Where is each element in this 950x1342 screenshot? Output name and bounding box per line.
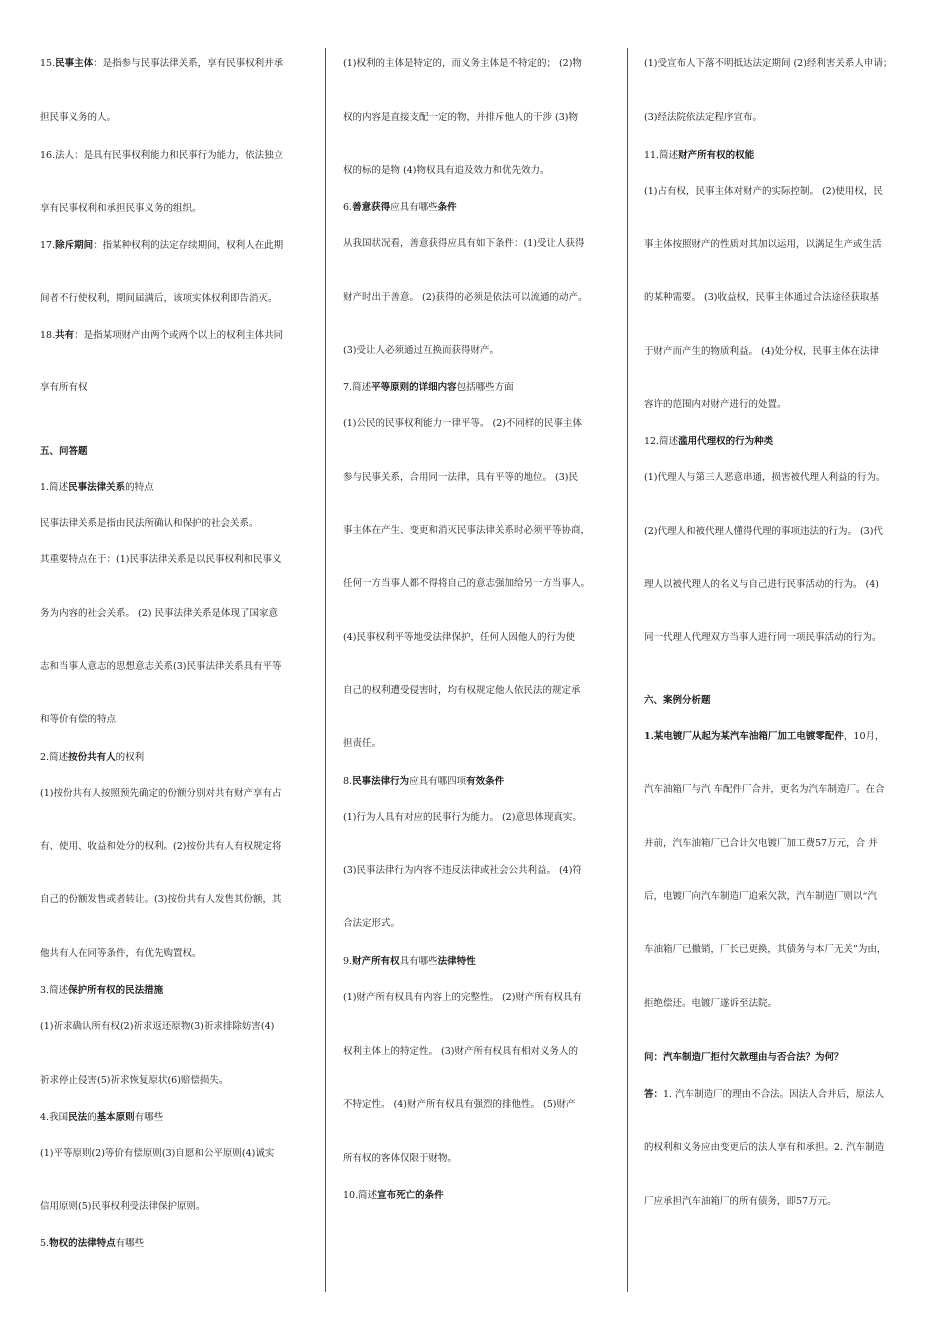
text-line xyxy=(40,1112,163,1124)
text-run: (3)经法院依法定程序宣布。 xyxy=(644,112,762,123)
text-line xyxy=(40,382,88,394)
text-line xyxy=(40,482,154,494)
text-line xyxy=(644,891,877,903)
text-line xyxy=(343,738,381,750)
text-run: 厂应承担汽车油箱厂的所有债务，即57万元。 xyxy=(644,1196,837,1207)
text-line xyxy=(644,579,879,591)
text-line xyxy=(343,418,582,430)
text-line xyxy=(40,203,202,215)
text-line xyxy=(644,998,777,1010)
column-divider xyxy=(627,48,628,1292)
bold-term: 民事主体 xyxy=(55,58,94,69)
text-line xyxy=(644,731,885,743)
text-line xyxy=(644,186,883,198)
text-run: 18. xyxy=(40,330,56,341)
text-run: ：是指某项财产由两个或两个以上的权利主体共同 xyxy=(74,330,284,341)
text-line xyxy=(644,399,787,411)
bold-term: 财产所有权的权能 xyxy=(678,150,755,161)
text-run: 的权利 xyxy=(115,752,145,763)
text-line xyxy=(40,518,259,530)
text-run: 理人以被代理人的名义与自己进行民事活动的行为。 (4) xyxy=(644,579,879,590)
text-run: 参与民事关系，合用同一法律，具有平等的地位。 (3)民 xyxy=(343,472,578,483)
text-line xyxy=(40,1148,274,1160)
text-run: 自己的权利遭受侵害时，均有权规定他人依民法的规定承 xyxy=(343,685,581,696)
text-line xyxy=(343,345,499,357)
text-line xyxy=(644,838,878,850)
text-run: 志和当事人意志的思想意志关系(3)民事法律关系具有平等 xyxy=(40,661,282,672)
text-run: 不特定性。 (4)财产所有权具有强烈的排他性。 (5)财产 xyxy=(343,1099,576,1110)
bold-term: 基本原则 xyxy=(96,1112,135,1123)
text-line xyxy=(343,992,582,1004)
text-run: 和等价有偿的特点 xyxy=(40,714,117,725)
text-line xyxy=(40,240,283,252)
text-line xyxy=(343,1099,575,1111)
text-run: 他共有人在同等条件，有优先购置权。 xyxy=(40,948,202,959)
text-run: 权的内容是直接支配一定的物，并排斥他人的干涉 (3)物 xyxy=(343,112,578,123)
bold-term: 按份共有人 xyxy=(68,752,116,763)
text-line xyxy=(40,752,144,764)
bold-term: 民事法律行为 xyxy=(352,776,410,787)
bold-term: 除斥期间 xyxy=(55,240,94,251)
text-line xyxy=(644,784,885,796)
bold-term: 答： xyxy=(644,1089,664,1100)
bold-term: 民事法律关系 xyxy=(68,482,126,493)
text-line xyxy=(343,292,587,304)
bold-term: 滥用代理权的行为种类 xyxy=(678,436,774,447)
text-line xyxy=(644,1142,884,1154)
bold-term: 条件 xyxy=(437,202,457,213)
bold-term: 财产所有权 xyxy=(352,956,400,967)
text-run: (3)民事法律行为内容不违反法律或社会公共利益。 (4)符 xyxy=(343,865,582,876)
text-run: ：是指参与民事法律关系，享有民事权利并承 xyxy=(93,58,284,69)
text-run: 应具有哪四项 xyxy=(409,776,467,787)
text-run: 2.简述 xyxy=(40,752,69,763)
text-line xyxy=(40,150,283,162)
text-line xyxy=(644,346,879,358)
text-run: 容许的范围内对财产进行的处置。 xyxy=(644,399,787,410)
text-run: 享有所有权 xyxy=(40,382,88,393)
text-line xyxy=(343,202,457,214)
text-run: 应具有哪些 xyxy=(390,202,438,213)
text-run: (1)公民的民事权利能力一律平等。 (2)不同样的民事主体 xyxy=(343,418,582,429)
bold-term: 善意获得 xyxy=(352,202,391,213)
text-run: 17. xyxy=(40,240,56,251)
text-line xyxy=(343,1153,457,1165)
text-run: 汽车油箱厂与汽 车配件厂合并，更名为汽车制造厂。在合 xyxy=(644,784,885,795)
text-run: 6. xyxy=(343,202,353,213)
text-run: 事主体按照财产的性质对其加以运用，以满足生产或生活 xyxy=(644,239,882,250)
text-run: 10.简述 xyxy=(343,1190,378,1201)
text-line xyxy=(40,1075,228,1087)
text-line xyxy=(644,526,883,538)
text-run: 并前，汽车油箱厂已合计欠电镀厂加工费57万元，合 并 xyxy=(644,838,878,849)
text-run: 9. xyxy=(343,956,353,967)
text-line xyxy=(40,293,278,305)
text-run: 所有权的客体仅限于财物。 xyxy=(343,1153,458,1164)
text-run: 同一代理人代理双方当事人进行同一项民事活动的行为。 xyxy=(644,632,882,643)
text-line xyxy=(644,58,892,70)
bold-term: 问：汽车制造厂拒付欠款理由与否合法？为何？ xyxy=(644,1052,844,1063)
text-line xyxy=(644,239,882,251)
text-run: 7.简述 xyxy=(343,382,372,393)
text-run: 信用原则(5)民事权利受法律保护原则。 xyxy=(40,1201,206,1212)
text-run: 5. xyxy=(40,1238,50,1249)
text-run: 享有民事权利和承担民事义务的组织。 xyxy=(40,203,202,214)
text-line xyxy=(343,112,578,124)
text-run: 3.简述 xyxy=(40,985,69,996)
text-run: ，10月， xyxy=(843,731,885,742)
text-line xyxy=(644,1196,837,1208)
text-line xyxy=(40,1021,274,1033)
text-run: 于财产而产生的物质利益。 (4)处分权，民事主体在法律 xyxy=(644,346,879,357)
text-line xyxy=(644,112,762,124)
text-line xyxy=(343,1046,578,1058)
text-line xyxy=(40,608,278,620)
text-run: (1)代理人与第三人恶意串通，损害被代理人利益的行为。 xyxy=(644,472,886,483)
text-run: (1)行为人具有对应的民事行为能力。 (2)意思体现真实。 xyxy=(343,812,582,823)
bold-term: 共有 xyxy=(55,330,75,341)
text-line xyxy=(40,948,202,960)
text-line xyxy=(40,1238,144,1250)
text-run: 有哪些 xyxy=(115,1238,145,1249)
text-run: (2)代理人和被代理人懂得代理的事项违法的行为。 (3)代 xyxy=(644,526,883,537)
text-run: 合法定形式。 xyxy=(343,918,401,929)
text-line xyxy=(40,714,116,726)
text-line xyxy=(343,1190,444,1202)
text-run: 事主体在产生、变更和消灭民事法律关系时必须平等协商， xyxy=(343,525,591,536)
text-line xyxy=(644,695,711,707)
bold-term: 保护所有权的民法措施 xyxy=(68,985,164,996)
text-line xyxy=(343,865,582,877)
text-line xyxy=(40,894,281,906)
text-run: 的 xyxy=(87,1112,97,1123)
text-line xyxy=(40,446,88,458)
text-line xyxy=(40,554,281,566)
bold-term: 民法 xyxy=(68,1112,88,1123)
text-run: (1)平等原则(2)等价有偿原则(3)自愿和公平原则(4)诚实 xyxy=(40,1148,275,1159)
text-run: 车油箱厂已撤销，厂长已更换，其债务与本厂无关”为由， xyxy=(644,944,887,955)
text-line xyxy=(343,578,590,590)
text-run: 担民事义务的人。 xyxy=(40,112,117,123)
text-line xyxy=(343,382,514,394)
text-run: 民事法律关系是指由民法所确认和保护的社会关系。 xyxy=(40,518,259,529)
text-run: 间者不行使权利，期间届满后，该项实体权利即告消灭。 xyxy=(40,293,278,304)
text-run: 从我国状况看，善意获得应具有如下条件：(1)受让人获得 xyxy=(343,238,585,249)
text-run: 担责任。 xyxy=(343,738,382,749)
text-run: 任何一方当事人都不得将自己的意志强加给另一方当事人。 xyxy=(343,578,591,589)
text-run: 有哪些 xyxy=(134,1112,164,1123)
bold-term: 宣布死亡的条件 xyxy=(377,1190,444,1201)
text-run: (3)受让人必须通过互换而获得财产。 xyxy=(343,345,499,356)
text-run: 包括哪些方面 xyxy=(456,382,514,393)
text-run: 12.简述 xyxy=(644,436,679,447)
text-run: 的权利和义务应由变更后的法人享有和承担。2. 汽车制造 xyxy=(644,1142,885,1153)
text-line xyxy=(40,330,283,342)
text-run: 财产时出于善意。 (2)获得的必须是依法可以流通的动产。 xyxy=(343,292,588,303)
bold-term: 五、问答题 xyxy=(40,446,88,457)
text-line xyxy=(343,776,504,788)
text-line xyxy=(40,1201,205,1213)
text-line xyxy=(40,788,281,800)
text-run: 15. xyxy=(40,58,56,69)
text-line xyxy=(343,685,581,697)
text-run: 4.我国 xyxy=(40,1112,69,1123)
text-line xyxy=(40,985,163,997)
text-run: (1)受宣布人下落不明抵达法定期间 (2)经利害关系人申请； xyxy=(644,58,893,69)
text-line xyxy=(343,525,590,537)
text-run: 拒绝偿还。电镀厂遂诉至法院。 xyxy=(644,998,778,1009)
text-run: 权利主体上的特定性。 (3)财产所有权具有相对义务人的 xyxy=(343,1046,578,1057)
text-run: (4)民事权利平等地受法律保护，任何人因他人的行为使 xyxy=(343,632,575,643)
text-run: 1. 汽车制造厂的理由不合法。因法人合并后，原法人 xyxy=(663,1089,885,1100)
text-run: 具有哪些 xyxy=(399,956,438,967)
bold-term: 平等原则的详细内容 xyxy=(371,382,457,393)
text-run: (1)祈求确认所有权(2)祈求返还原物(3)祈求排除妨害(4) xyxy=(40,1021,275,1032)
text-run: 11.简述 xyxy=(644,150,679,161)
text-line xyxy=(343,956,476,968)
text-line xyxy=(343,472,578,484)
bold-term: 法律特性 xyxy=(437,956,476,967)
text-line xyxy=(40,661,281,673)
text-run: 1.简述 xyxy=(40,482,69,493)
text-line xyxy=(644,1089,884,1101)
text-line xyxy=(343,238,584,250)
text-line xyxy=(644,1052,844,1064)
text-run: 务为内容的社会关系。 (2) 民事法律关系是体现了国家意 xyxy=(40,608,278,619)
text-run: 有、使用、收益和处分的权利。(2)按份共有人有权规定将 xyxy=(40,841,282,852)
column-divider xyxy=(325,48,326,1292)
text-line xyxy=(40,58,283,70)
text-run: 其重要特点在于：(1)民事法律关系是以民事权利和民事义 xyxy=(40,554,282,565)
text-line xyxy=(644,472,885,484)
bold-term: 有效条件 xyxy=(466,776,505,787)
bold-term: 1.某电镀厂从起为某汽车油箱厂加工电镀零配件 xyxy=(644,731,844,742)
text-run: 祈求停止侵害(5)祈求恢复原状(6)赔偿损失。 xyxy=(40,1075,229,1086)
text-run: 的某种需要。 (3)收益权，民事主体通过合法途径获取基 xyxy=(644,292,879,303)
text-run: 后，电镀厂向汽车制造厂追索欠款，汽车制造厂则以“汽 xyxy=(644,891,877,902)
text-line xyxy=(644,944,886,956)
text-run: (1)占有权，民事主体对财产的实际控制。 (2)使用权，民 xyxy=(644,186,883,197)
text-line xyxy=(644,150,754,162)
bold-term: 物权的法律特点 xyxy=(49,1238,116,1249)
text-run: 权的标的是物 (4)物权具有追及效力和优先效力。 xyxy=(343,165,550,176)
text-line xyxy=(343,812,582,824)
text-run: 的特点 xyxy=(125,482,154,493)
text-line xyxy=(40,112,116,124)
text-run: (1)按份共有人按照预先确定的份额分别对共有财产享有占 xyxy=(40,788,282,799)
text-run: (1)财产所有权具有内容上的完整性。 (2)财产所有权具有 xyxy=(343,992,582,1003)
bold-term: 六、案例分析题 xyxy=(644,695,711,706)
text-line xyxy=(343,918,400,930)
text-run: ：指某种权利的法定存续期间，权利人在此期 xyxy=(93,240,284,251)
text-line xyxy=(644,436,773,448)
text-line xyxy=(343,632,575,644)
text-run: 自己的份额发售或者转让。(3)按份共有人发售其份额，其 xyxy=(40,894,282,905)
text-line xyxy=(343,58,582,70)
text-run: 8. xyxy=(343,776,353,787)
text-line xyxy=(644,292,879,304)
text-run: (1)权利的主体是特定的，而义务主体是不特定的； (2)物 xyxy=(343,58,582,69)
text-line xyxy=(644,632,882,644)
text-run: 16.法人：是具有民事权利能力和民事行为能力，依法独立 xyxy=(40,150,284,161)
text-line xyxy=(40,841,281,853)
text-line xyxy=(343,165,549,177)
